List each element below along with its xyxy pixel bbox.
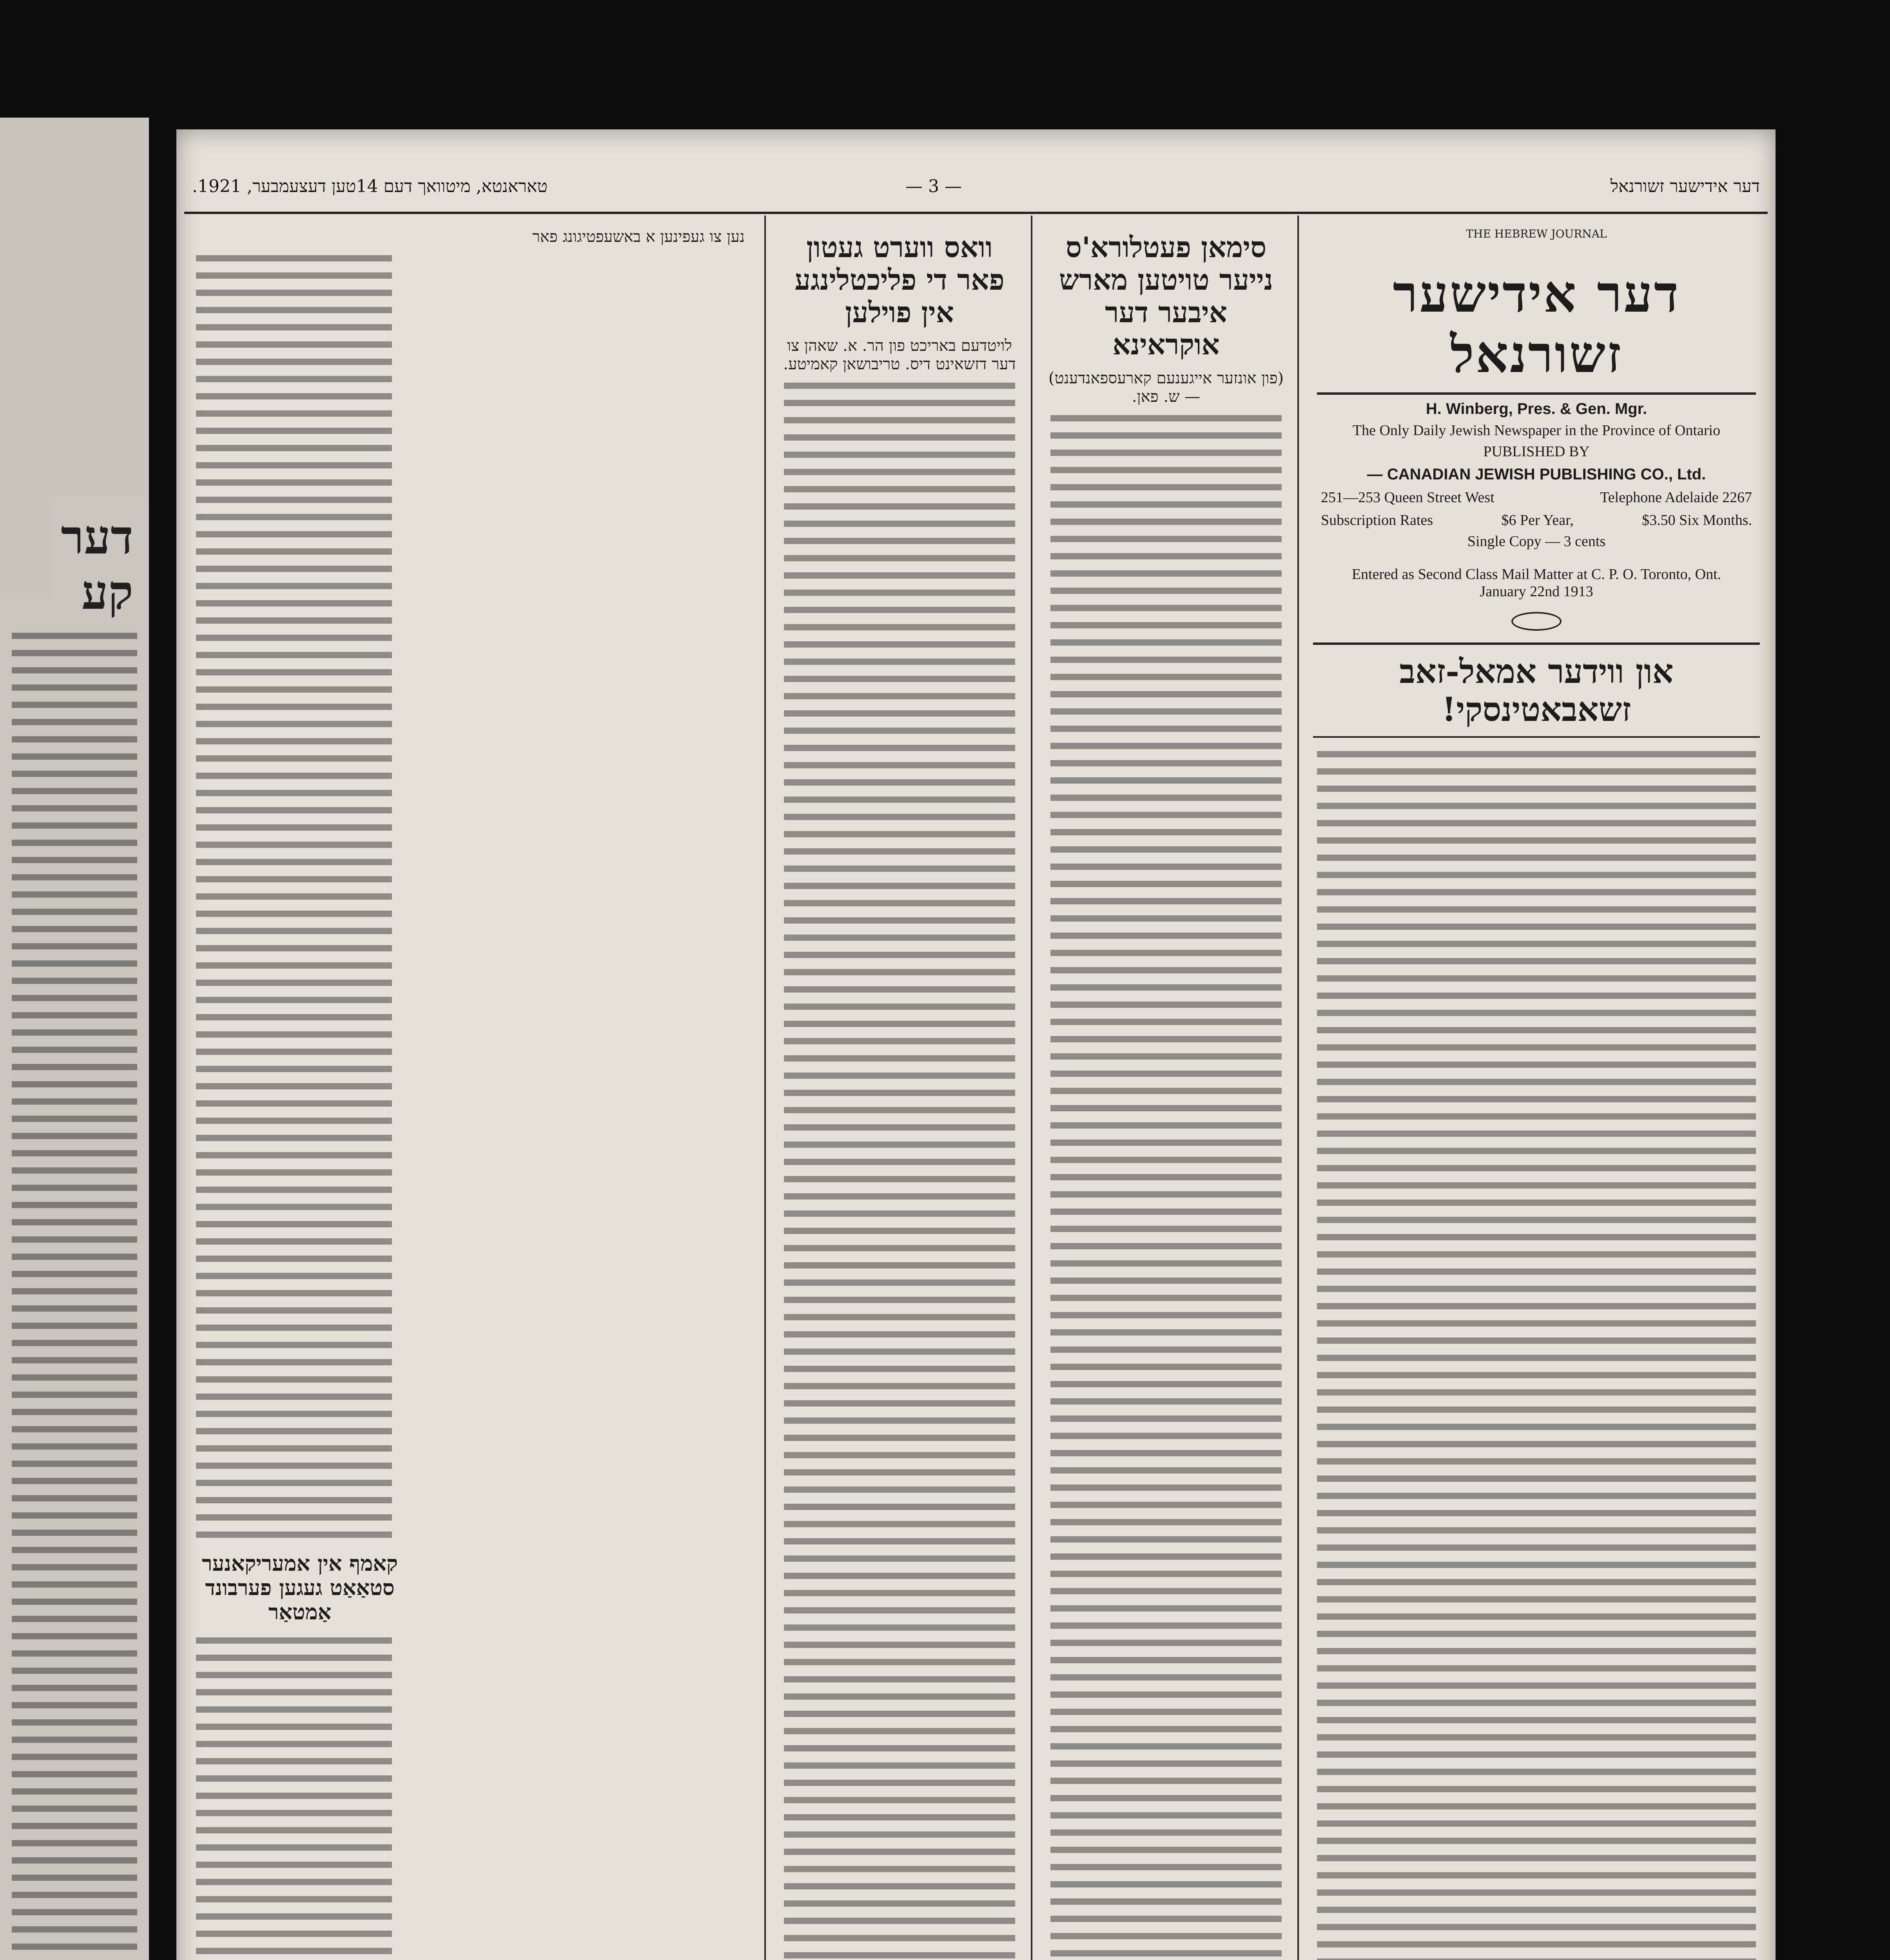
mail-entry-notice: Entered as Second Class Mail Matter at C. P. O. Toronto, Ont. January 22nd 1913 [1351,566,1721,600]
editorial-headline: און ווידער אמאל-זאב זשאבאטינסקי! [1399,652,1674,729]
tagline: The Only Daily Jewish Newspaper in the Province of Ontario [1352,422,1721,439]
paper-name-header: דער אידישער זשורנאל [1610,176,1760,196]
single-copy-price: Single Copy — 3 cents [1467,533,1606,550]
refugees-body [784,377,1015,1960]
published-by: PUBLISHED BY [1483,443,1590,460]
petlura-article [1039,223,1293,1960]
left-sub-body [196,1632,392,1960]
page-number: — 3 — [905,176,962,196]
editorial-body [1317,746,1756,1960]
left-article-body [196,250,392,1543]
masthead-column [1305,223,1768,1960]
per-year-rate: $6 Per Year, [1501,512,1574,528]
column-rule [1031,216,1032,1960]
left-sub-headline: קאמף אין אמעריקאנער סטאַאַט געגען פערבונד אַמטאַר [202,1551,398,1625]
newspaper-page [176,129,1776,1960]
left-article-top: נען צו געפינען א באשעפטיגונג פאר [532,228,745,246]
masthead-bottom-rule [1313,642,1760,645]
company-name: — CANADIAN JEWISH PUBLISHING CO., Ltd. [1367,466,1706,483]
petlura-byline: (פון אונזער אייגענעם קארעספאנדענט) — ש. פאן. [1048,369,1284,406]
publisher-line: H. Winberg, Pres. & Gen. Mgr. [1426,400,1647,417]
refugees-article [772,223,1027,1960]
petlura-body [1050,410,1282,1960]
refugees-headline: וואס ווערט געטון פאר די פליכטלינגע אין פוילען [794,230,1005,329]
masthead-english: THE HEBREW JOURNAL [1466,227,1607,240]
page-header [176,176,1776,208]
address-row [1305,489,1768,506]
subscription-label: Subscription Rates [1321,512,1433,528]
six-months-rate: $3.50 Six Months. [1642,512,1752,528]
adjacent-page-text [12,627,137,1960]
telephone: Telephone Adelaide 2267 [1600,489,1752,506]
petlura-headline: סימאן פעטלורא'ס נייער טויטען מארש איבער דער אוקראינא [1059,230,1273,361]
ornament-icon [1511,612,1562,631]
header-rule [184,212,1768,214]
rates-row [1305,512,1768,529]
left-article [184,223,760,1960]
column-rule [764,216,766,1960]
refugees-byline: לויטדעם באריכט פון הר. א. שאהן צו דער דזשאינט דיס. טריבושאן קאמיטע. [783,337,1016,374]
column-rule [1297,216,1299,1960]
adjacent-page-heading: דער קע [61,510,133,620]
masthead [1305,223,1768,1960]
adjacent-page-strip [0,118,149,1960]
address: 251—253 Queen Street West [1321,489,1495,506]
masthead-title: דער אידישער זשורנאל [1393,264,1680,384]
masthead-rule [1317,392,1756,395]
editorial-rule [1313,736,1760,738]
dateline: טאראנטא, מיטוואך דעם 14טען דעצעמבער, 1921. [192,176,548,196]
